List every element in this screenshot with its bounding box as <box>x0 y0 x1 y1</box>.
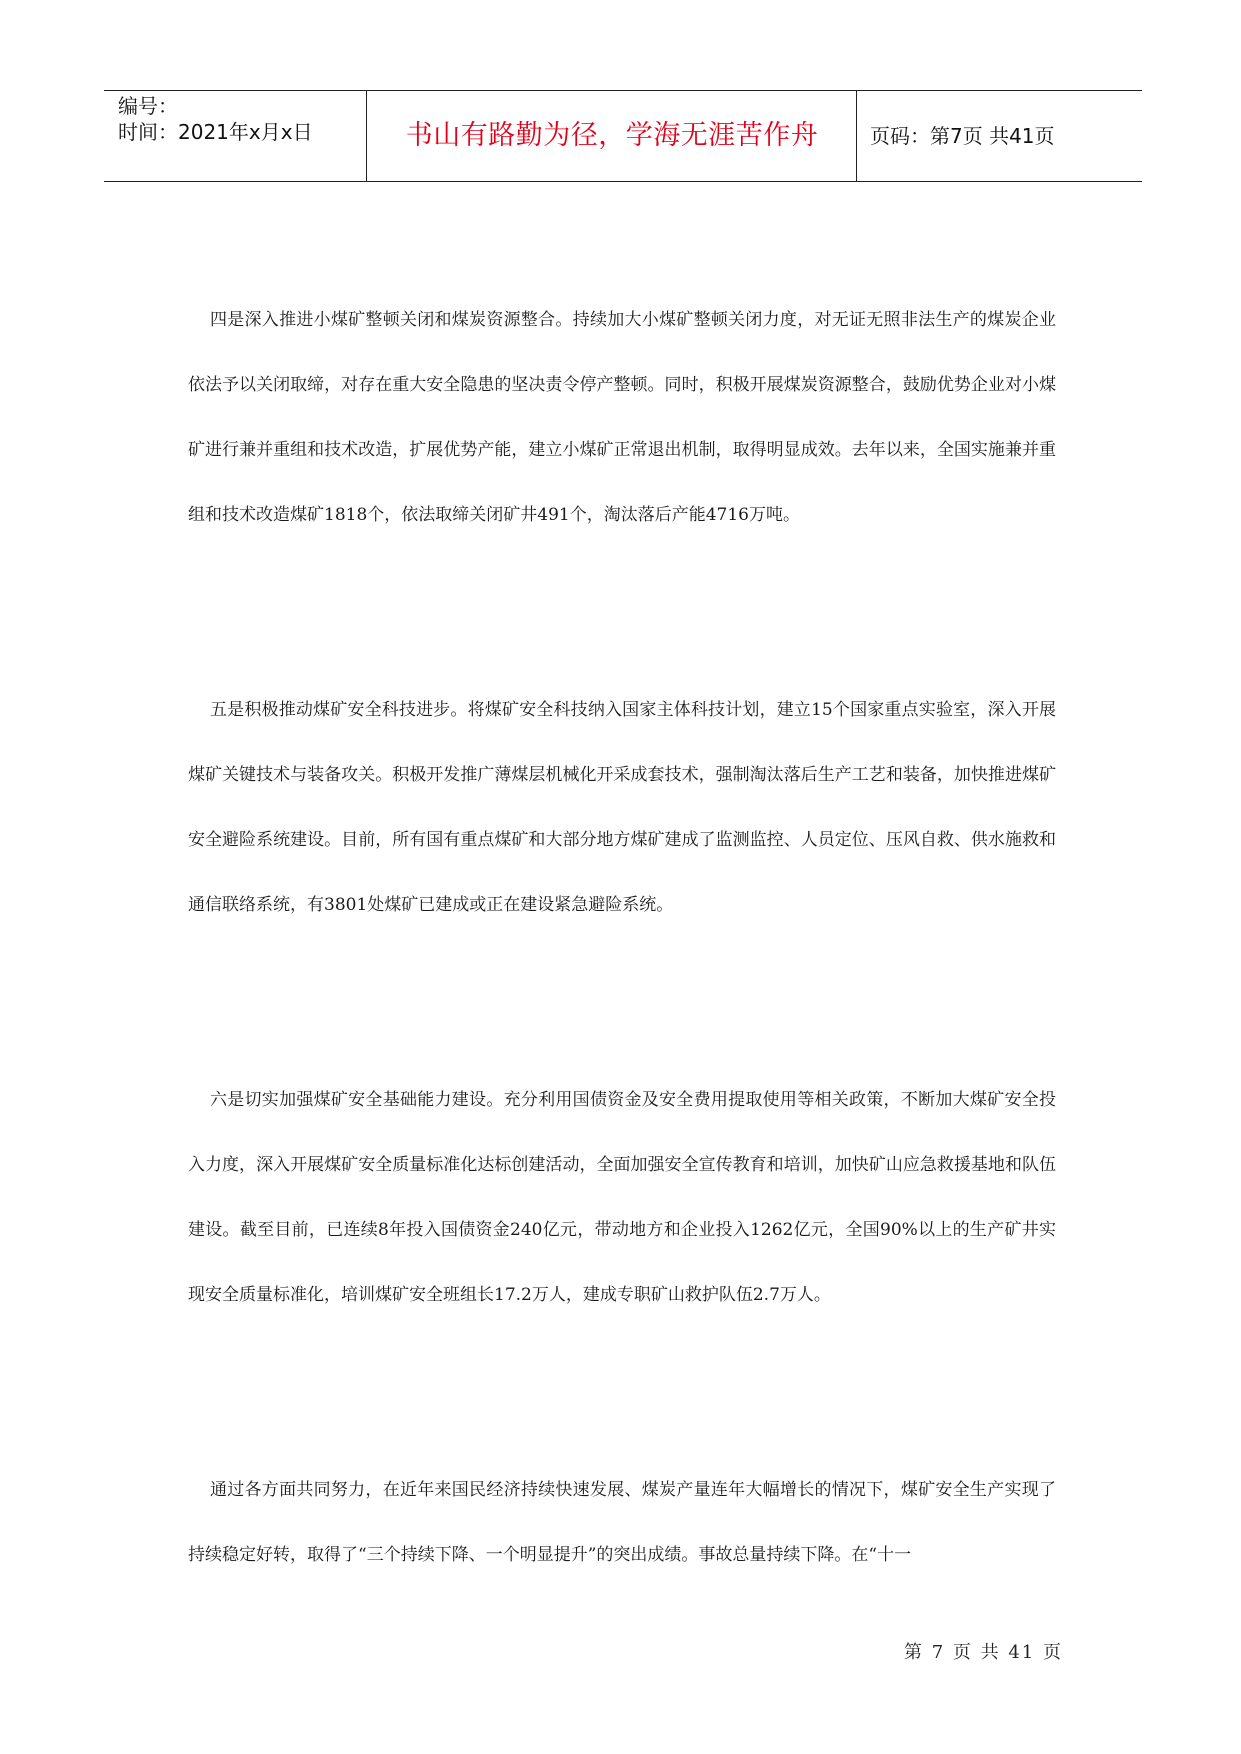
paragraph: 五是积极推动煤矿安全科技进步。将煤矿安全科技纳入国家主体科技计划，建立15个国家重点实验室，深入开展煤矿关键技术与装备攻关。积极开发推广薄煤层机械化开采成套技术，强制淘汰落后生产工艺和装备，加快推进煤矿安全避险系统建设。目前，所有国有重点煤矿和大部分地方煤矿建成了监测监控、人员定位、压风自救、供水施救和通信联络系统，有3801处煤矿已建成或正在建设紧急避险系统。 <box>188 700 1056 915</box>
header-motto: 书山有路勤为径，学海无涯苦作舟 <box>405 120 819 151</box>
page-footer: 第 7 页 共 41 页 <box>904 1642 1063 1663</box>
page-code: 页码：第7页 共41页 <box>870 124 1055 148</box>
header-meta <box>118 91 358 183</box>
document-body <box>188 288 1056 1588</box>
header-divider <box>856 91 857 181</box>
header-divider <box>366 91 367 181</box>
paragraph: 四是深入推进小煤矿整顿关闭和煤炭资源整合。持续加大小煤矿整顿关闭力度，对无证无照非法生产的煤炭企业依法予以关闭取缔，对存在重大安全隐患的坚决责令停产整顿。同时，积极开展煤炭资源整合，鼓励优势企业对小煤矿进行兼并重组和技术改造，扩展优势产能，建立小煤矿正常退出机制，取得明显成效。去年以来，全国实施兼并重组和技术改造煤矿1818个，依法取缔关闭矿井491个，淘汰落后产能4716万吨。 <box>188 310 1056 525</box>
page-header <box>104 90 1142 182</box>
paragraph: 通过各方面共同努力，在近年来国民经济持续快速发展、煤炭产量连年大幅增长的情况下，煤矿安全生产实现了持续稳定好转，取得了“三个持续下降、一个明显提升”的突出成绩。事故总量持续下降。在“十一 <box>188 1480 1056 1565</box>
time-label: 时间：2021年x月x日 <box>118 120 313 144</box>
paragraph: 六是切实加强煤矿安全基础能力建设。充分利用国债资金及安全费用提取使用等相关政策，不断加大煤矿安全投入力度，深入开展煤矿安全质量标准化达标创建活动，全面加强安全宣传教育和培训，加快矿山应急救援基地和队伍建设。截至目前，已连续8年投入国债资金240亿元，带动地方和企业投入1262亿元，全国90%以上的生产矿井实现安全质量标准化，培训煤矿安全班组长17.2万人，建成专职矿山救护队伍2.7万人。 <box>188 1090 1056 1305</box>
number-label: 编号： <box>118 94 178 118</box>
